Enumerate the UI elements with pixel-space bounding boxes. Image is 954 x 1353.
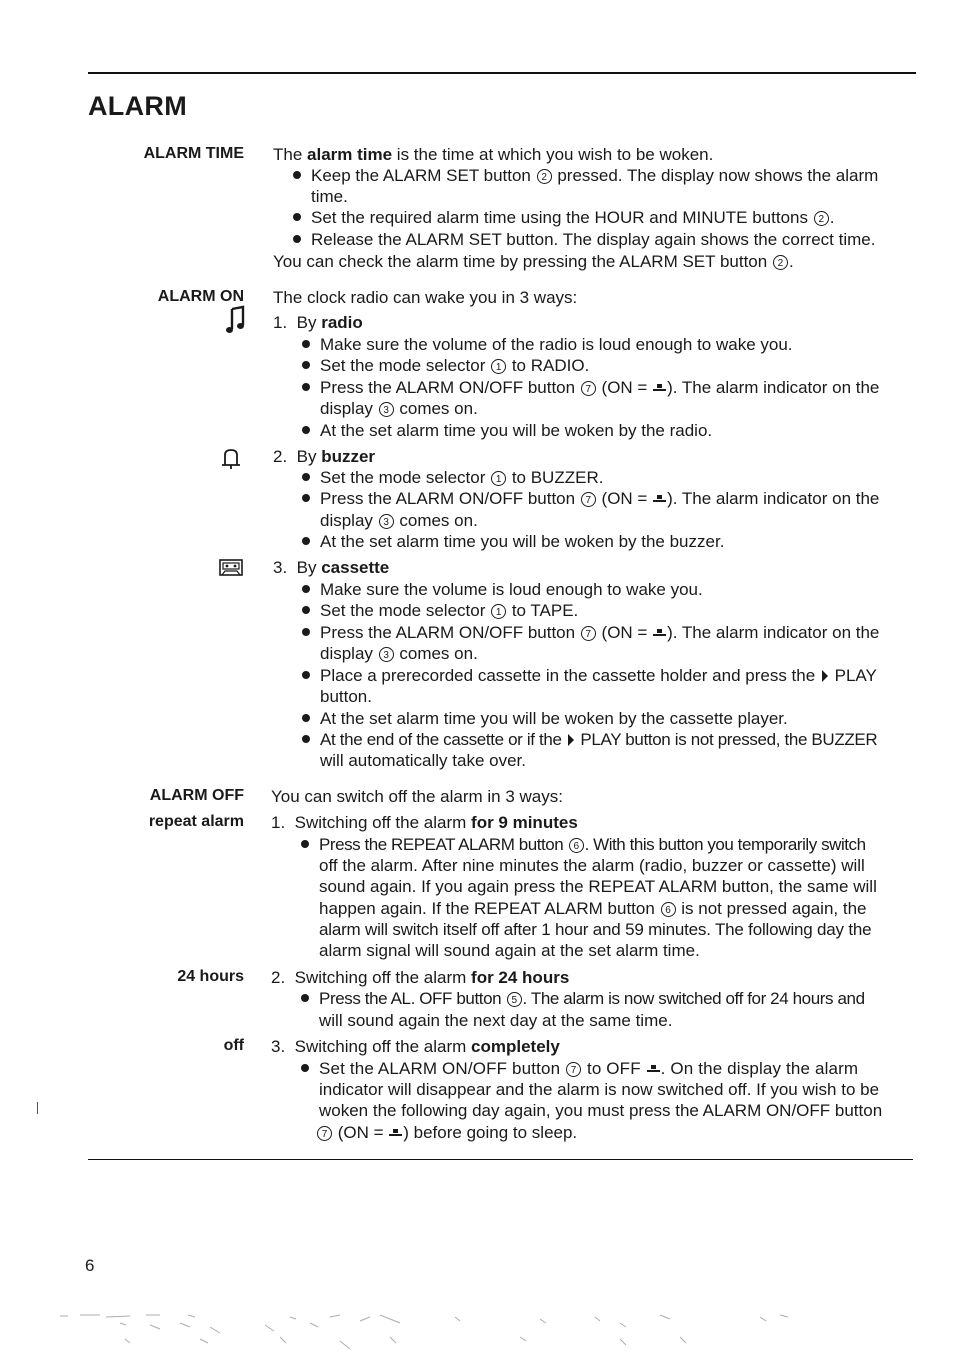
bullet bbox=[302, 494, 310, 502]
on-position-icon bbox=[653, 495, 666, 502]
repeat-text: sound again. If you again press the REPEAT ALARM button, the same will bbox=[319, 877, 877, 896]
bullet bbox=[293, 235, 301, 243]
buzzer-step: Set the mode selector 1 to BUZZER. bbox=[320, 468, 604, 487]
label-alarm-on: ALARM ON bbox=[157, 288, 244, 305]
bullet bbox=[302, 585, 310, 593]
scan-noise bbox=[60, 1313, 840, 1353]
on-position-icon bbox=[653, 384, 666, 391]
play-triangle-icon bbox=[568, 734, 574, 746]
radio-step: At the set alarm time you will be woken by the radio. bbox=[320, 421, 713, 440]
radio-step: Make sure the volume of the radio is loud enough to wake you. bbox=[320, 335, 793, 354]
page-title: ALARM bbox=[88, 91, 187, 121]
bullet bbox=[301, 994, 309, 1002]
bullet bbox=[302, 340, 310, 348]
alarm-time-step: Keep the ALARM SET button 2 pressed. The display now shows the alarm bbox=[311, 166, 879, 185]
radio-step: Press the ALARM ON/OFF button 7 (ON = ). The alarm indicator on the bbox=[320, 378, 880, 397]
buzzer-step-cont: display 3 comes on. bbox=[320, 511, 478, 530]
cassette-icon bbox=[219, 559, 243, 576]
on-position-icon bbox=[653, 629, 666, 636]
repeat-text: happen again. If the REPEAT ALARM button 6 is not pressed again, the bbox=[319, 899, 867, 918]
bullet bbox=[302, 383, 310, 391]
hours24-heading: 2. Switching off the alarm for 24 hours bbox=[271, 968, 570, 987]
off-text: woken the following day again, you must press the ALARM ON/OFF button bbox=[319, 1101, 883, 1120]
bullet bbox=[302, 537, 310, 545]
bottom-rule bbox=[88, 1159, 913, 1160]
page-number: 6 bbox=[85, 1256, 95, 1275]
bullet bbox=[301, 840, 309, 848]
alarm-on-intro: The clock radio can wake you in 3 ways: bbox=[273, 288, 578, 307]
top-rule bbox=[88, 72, 916, 74]
bullet bbox=[302, 426, 310, 434]
label-repeat-alarm: repeat alarm bbox=[148, 813, 244, 830]
alarm-time-check: You can check the alarm time by pressing the ALARM SET button 2 . bbox=[273, 252, 794, 271]
cassette-heading: 3. By cassette bbox=[273, 558, 390, 577]
cassette-step-cont: button. bbox=[320, 687, 372, 706]
label-24-hours: 24 hours bbox=[177, 968, 244, 985]
off-text: 7 (ON = ) before going to sleep. bbox=[316, 1122, 577, 1143]
off-text: indicator will disappear and the alarm is now switched off. If you wish to be bbox=[319, 1080, 880, 1099]
bullet bbox=[302, 628, 310, 636]
bullet bbox=[302, 361, 310, 369]
repeat-text: alarm signal will sound again at the set alarm time. bbox=[319, 941, 700, 960]
label-off: off bbox=[223, 1037, 244, 1054]
hours24-text: will sound again the next day at the same time. bbox=[319, 1011, 673, 1030]
radio-heading: 1. By radio bbox=[273, 313, 363, 332]
bell-icon bbox=[220, 448, 242, 470]
cassette-step: At the set alarm time you will be woken by the cassette player. bbox=[320, 709, 788, 728]
repeat-text: alarm will switch itself off after 1 hour and 59 minutes. The following day the bbox=[319, 920, 872, 939]
bullet bbox=[302, 714, 310, 722]
bullet bbox=[302, 735, 310, 743]
alarm-time-intro: The alarm time is the time at which you wish to be woken. bbox=[273, 145, 714, 164]
bullet bbox=[301, 1064, 309, 1072]
buzzer-step: At the set alarm time you will be woken by the buzzer. bbox=[320, 532, 725, 551]
label-alarm-off: ALARM OFF bbox=[149, 787, 244, 804]
off-position-icon bbox=[647, 1065, 660, 1072]
radio-step-cont: display 3 comes on. bbox=[320, 399, 478, 418]
repeat-text: off the alarm. After nine minutes the alarm (radio, buzzer or cassette) will bbox=[319, 856, 865, 875]
buzzer-step: Press the ALARM ON/OFF button 7 (ON = ). The alarm indicator on the bbox=[320, 489, 880, 508]
alarm-off-intro: You can switch off the alarm in 3 ways: bbox=[271, 787, 563, 806]
radio-step: Set the mode selector 1 to RADIO. bbox=[320, 356, 590, 375]
buzzer-heading: 2. By buzzer bbox=[273, 447, 376, 466]
cassette-step: Press the ALARM ON/OFF button 7 (ON = ). The alarm indicator on the bbox=[320, 623, 880, 642]
cassette-step: Place a prerecorded cassette in the cassette holder and press the PLAY bbox=[320, 666, 877, 685]
off-heading: 3. Switching off the alarm completely bbox=[271, 1037, 560, 1056]
repeat-heading: 1. Switching off the alarm for 9 minutes bbox=[271, 813, 578, 832]
music-note-icon bbox=[226, 305, 246, 335]
repeat-text: Press the REPEAT ALARM button 6 . With this button you temporarily switch bbox=[319, 835, 866, 854]
play-triangle-icon bbox=[822, 670, 828, 682]
bullet bbox=[302, 473, 310, 481]
label-alarm-time: ALARM TIME bbox=[143, 145, 244, 162]
cassette-step: Make sure the volume is loud enough to wake you. bbox=[320, 580, 703, 599]
bullet bbox=[293, 213, 301, 221]
off-text: Set the ALARM ON/OFF button 7 to OFF . On the display the alarm bbox=[319, 1059, 859, 1078]
hours24-text: Press the AL. OFF button 5 . The alarm is now switched off for 24 hours and bbox=[319, 989, 865, 1008]
bullet bbox=[293, 171, 301, 179]
alarm-time-step: Set the required alarm time using the HOUR and MINUTE buttons 2 . bbox=[311, 208, 835, 227]
cassette-step: At the end of the cassette or if the PLAY button is not pressed, the BUZZER bbox=[320, 730, 878, 749]
cassette-step-cont: will automatically take over. bbox=[320, 751, 526, 770]
alarm-time-step: Release the ALARM SET button. The display again shows the correct time. bbox=[311, 230, 876, 249]
on-position-icon bbox=[389, 1129, 402, 1136]
alarm-time-step-cont: time. bbox=[311, 187, 348, 206]
bullet bbox=[302, 606, 310, 614]
bullet bbox=[302, 671, 310, 679]
scan-mark bbox=[37, 1102, 38, 1114]
cassette-step: Set the mode selector 1 to TAPE. bbox=[320, 601, 579, 620]
cassette-step-cont: display 3 comes on. bbox=[320, 644, 478, 663]
